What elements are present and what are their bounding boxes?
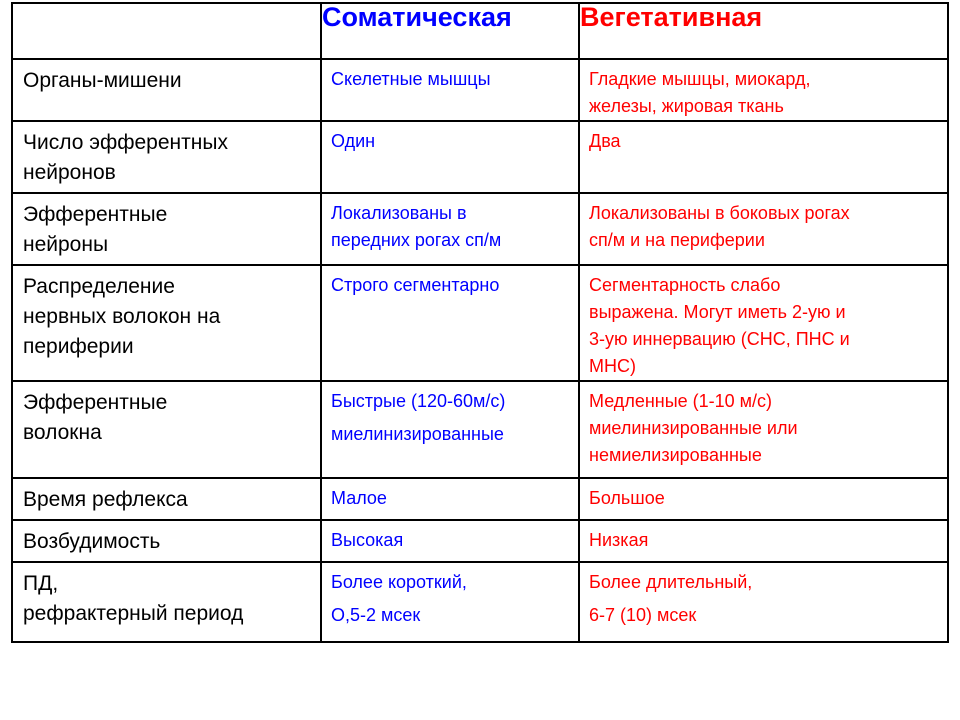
header-somatic: Соматическая bbox=[321, 3, 579, 59]
vegetative-line: Низкая bbox=[589, 530, 649, 550]
somatic-cell bbox=[321, 562, 579, 642]
somatic-cell bbox=[321, 478, 579, 520]
row-label-line: Эфферентные bbox=[23, 391, 168, 414]
vegetative-line: миелинизированные или bbox=[589, 418, 798, 438]
vegetative-line: сп/м и на периферии bbox=[589, 230, 765, 250]
row-label-cell bbox=[12, 520, 321, 562]
vegetative-line: Медленные (1-10 м/с) bbox=[589, 391, 773, 411]
somatic-cell bbox=[321, 381, 579, 478]
somatic-cell bbox=[321, 265, 579, 381]
somatic-cell bbox=[321, 193, 579, 265]
row-label-line: нейроны bbox=[23, 233, 109, 256]
row-label-cell bbox=[12, 562, 321, 642]
table-row bbox=[12, 265, 948, 381]
table-header-row bbox=[12, 3, 948, 59]
vegetative-line: 6-7 (10) мсек bbox=[589, 605, 697, 625]
somatic-line: Строго сегментарно bbox=[331, 275, 500, 295]
table-row bbox=[12, 478, 948, 520]
somatic-line: Быстрые (120-60м/с) bbox=[331, 391, 506, 411]
vegetative-line: Большое bbox=[589, 488, 665, 508]
row-label-line: Эфферентные bbox=[23, 203, 168, 226]
table-row bbox=[12, 121, 948, 193]
vegetative-line: 3-ую иннервацию (СНС, ПНС и bbox=[589, 329, 850, 349]
somatic-line: Высокая bbox=[331, 530, 404, 550]
row-label-line: Органы-мишени bbox=[23, 69, 182, 92]
somatic-line: Более короткий, bbox=[331, 572, 467, 592]
vegetative-line: МНС) bbox=[589, 356, 636, 376]
table-row bbox=[12, 562, 948, 642]
table-row bbox=[12, 381, 948, 478]
vegetative-line: Два bbox=[589, 131, 621, 151]
somatic-line: Локализованы в bbox=[331, 203, 467, 223]
row-label-line: волокна bbox=[23, 421, 102, 444]
vegetative-line: немиелизированные bbox=[589, 445, 762, 465]
row-label-cell bbox=[12, 121, 321, 193]
row-label-line: ПД, bbox=[23, 572, 59, 595]
row-label-line: нервных волокон на bbox=[23, 305, 221, 328]
row-label-cell bbox=[12, 193, 321, 265]
vegetative-cell bbox=[579, 562, 948, 642]
vegetative-cell bbox=[579, 121, 948, 193]
vegetative-cell bbox=[579, 193, 948, 265]
table-row bbox=[12, 193, 948, 265]
vegetative-cell bbox=[579, 381, 948, 478]
row-label-cell bbox=[12, 478, 321, 520]
somatic-line: передних рогах сп/м bbox=[331, 230, 502, 250]
table-row bbox=[12, 520, 948, 562]
header-vegetative: Вегетативная bbox=[579, 3, 948, 59]
somatic-cell bbox=[321, 59, 579, 121]
somatic-line: Малое bbox=[331, 488, 387, 508]
vegetative-line: Гладкие мышцы, миокард, bbox=[589, 69, 811, 89]
vegetative-line: железы, жировая ткань bbox=[589, 96, 784, 116]
vegetative-line: выражена. Могут иметь 2-ую и bbox=[589, 302, 846, 322]
row-label-line: Число эфферентных bbox=[23, 131, 228, 154]
vegetative-line: Сегментарность слабо bbox=[589, 275, 781, 295]
row-label-line: Возбудимость bbox=[23, 530, 161, 553]
somatic-line: Скелетные мышцы bbox=[331, 69, 491, 89]
header-empty-cell bbox=[12, 3, 321, 59]
somatic-cell bbox=[321, 520, 579, 562]
row-label-line: Распределение bbox=[23, 275, 175, 298]
vegetative-cell bbox=[579, 59, 948, 121]
vegetative-cell bbox=[579, 520, 948, 562]
vegetative-cell bbox=[579, 265, 948, 381]
row-label-line: рефрактерный период bbox=[23, 602, 244, 625]
vegetative-cell bbox=[579, 478, 948, 520]
row-label-cell bbox=[12, 381, 321, 478]
row-label-cell bbox=[12, 59, 321, 121]
somatic-line: миелинизированные bbox=[331, 424, 504, 444]
row-label-line: нейронов bbox=[23, 161, 116, 184]
row-label-line: Время рефлекса bbox=[23, 488, 188, 511]
row-label-line: периферии bbox=[23, 335, 134, 358]
vegetative-line: Локализованы в боковых рогах bbox=[589, 203, 850, 223]
table-row bbox=[12, 59, 948, 121]
row-label-cell bbox=[12, 265, 321, 381]
somatic-line: О,5-2 мсек bbox=[331, 605, 421, 625]
somatic-cell bbox=[321, 121, 579, 193]
vegetative-line: Более длительный, bbox=[589, 572, 753, 592]
comparison-table bbox=[11, 2, 949, 643]
somatic-line: Один bbox=[331, 131, 376, 151]
